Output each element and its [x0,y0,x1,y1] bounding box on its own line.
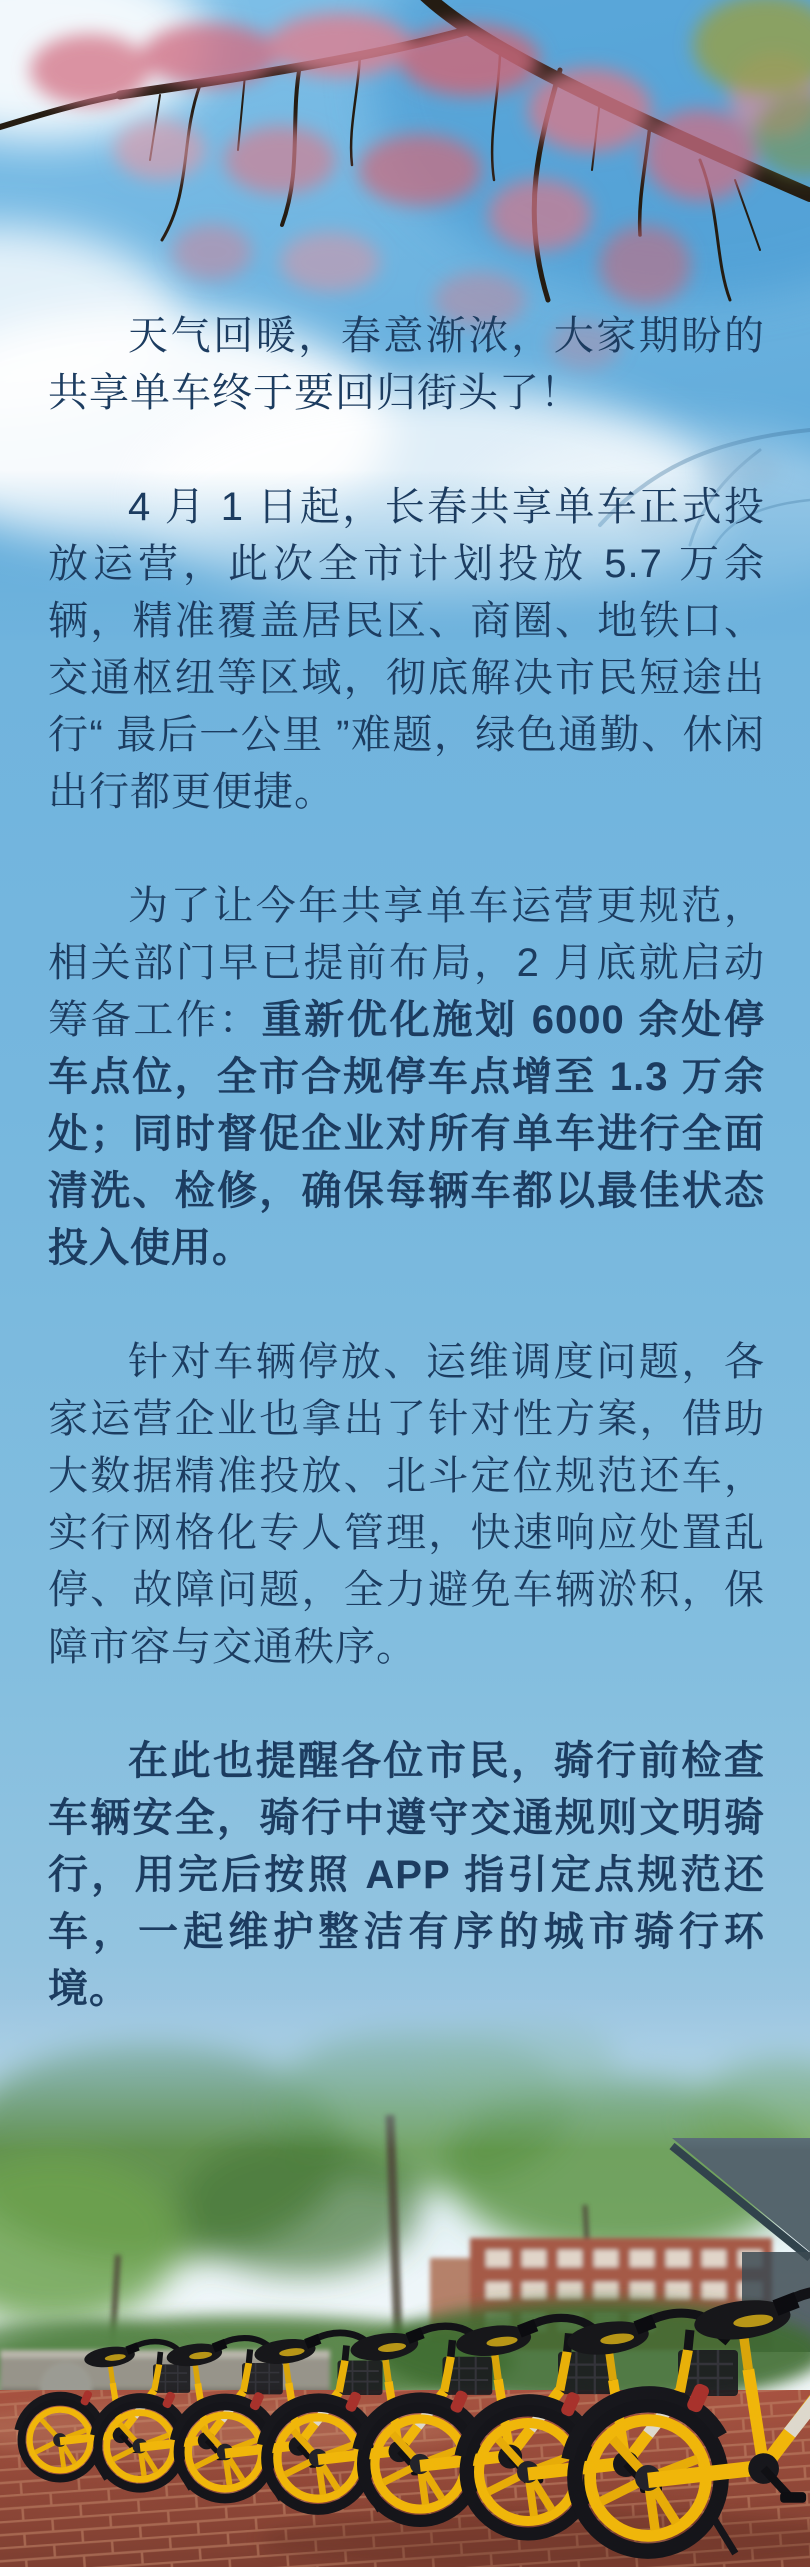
paragraph-preparation-normal: 为了让今年共享单车运营更规范，相关部门早已提前布局，2 月底就启动筹备工作： [48,884,765,1042]
paragraph-preparation-bold: 重新优化施划 6000 余处停车点位，全市合规停车点增至 1.3 万余处；同时督促企业对所有单车进行全面清洗、检修，确保每辆车都以最佳状态投入使用。 [48,998,765,1270]
paragraph-intro [48,308,765,422]
paragraph-launch [48,479,765,821]
paragraph-reminder [48,1733,765,2018]
article-body [48,308,765,2018]
photo-fade-top [0,2000,810,2150]
paragraph-intro-text: 天气回暖，春意渐浓，大家期盼的共享单车终于要回归街头了！ [48,314,765,415]
paragraph-management-text: 针对车辆停放、运维调度问题，各家运营企业也拿出了针对性方案，借助大数据精准投放、北斗定位规范还车，实行网格化专人管理，快速响应处置乱停、故障问题，全力避免车辆淤积，保障市容与交通秩序。 [48,1340,765,1669]
paragraph-preparation [48,878,765,1277]
paragraph-management [48,1334,765,1676]
paragraph-launch-text: 4 月 1 日起，长春共享单车正式投放运营，此次全市计划投放 5.7 万余辆，精准覆盖居民区、商圈、地铁口、交通枢纽等区域，彻底解决市民短途出行“ 最后一公里 ”难题，绿色通勤、休闲出行都更便捷。 [48,485,765,814]
bottom-photo-bikes [0,2000,810,2567]
paragraph-reminder-text: 在此也提醒各位市民，骑行前检查车辆安全，骑行中遵守交通规则文明骑行，用完后按照 APP 指引定点规范还车，一起维护整洁有序的城市骑行环境。 [48,1739,765,2011]
